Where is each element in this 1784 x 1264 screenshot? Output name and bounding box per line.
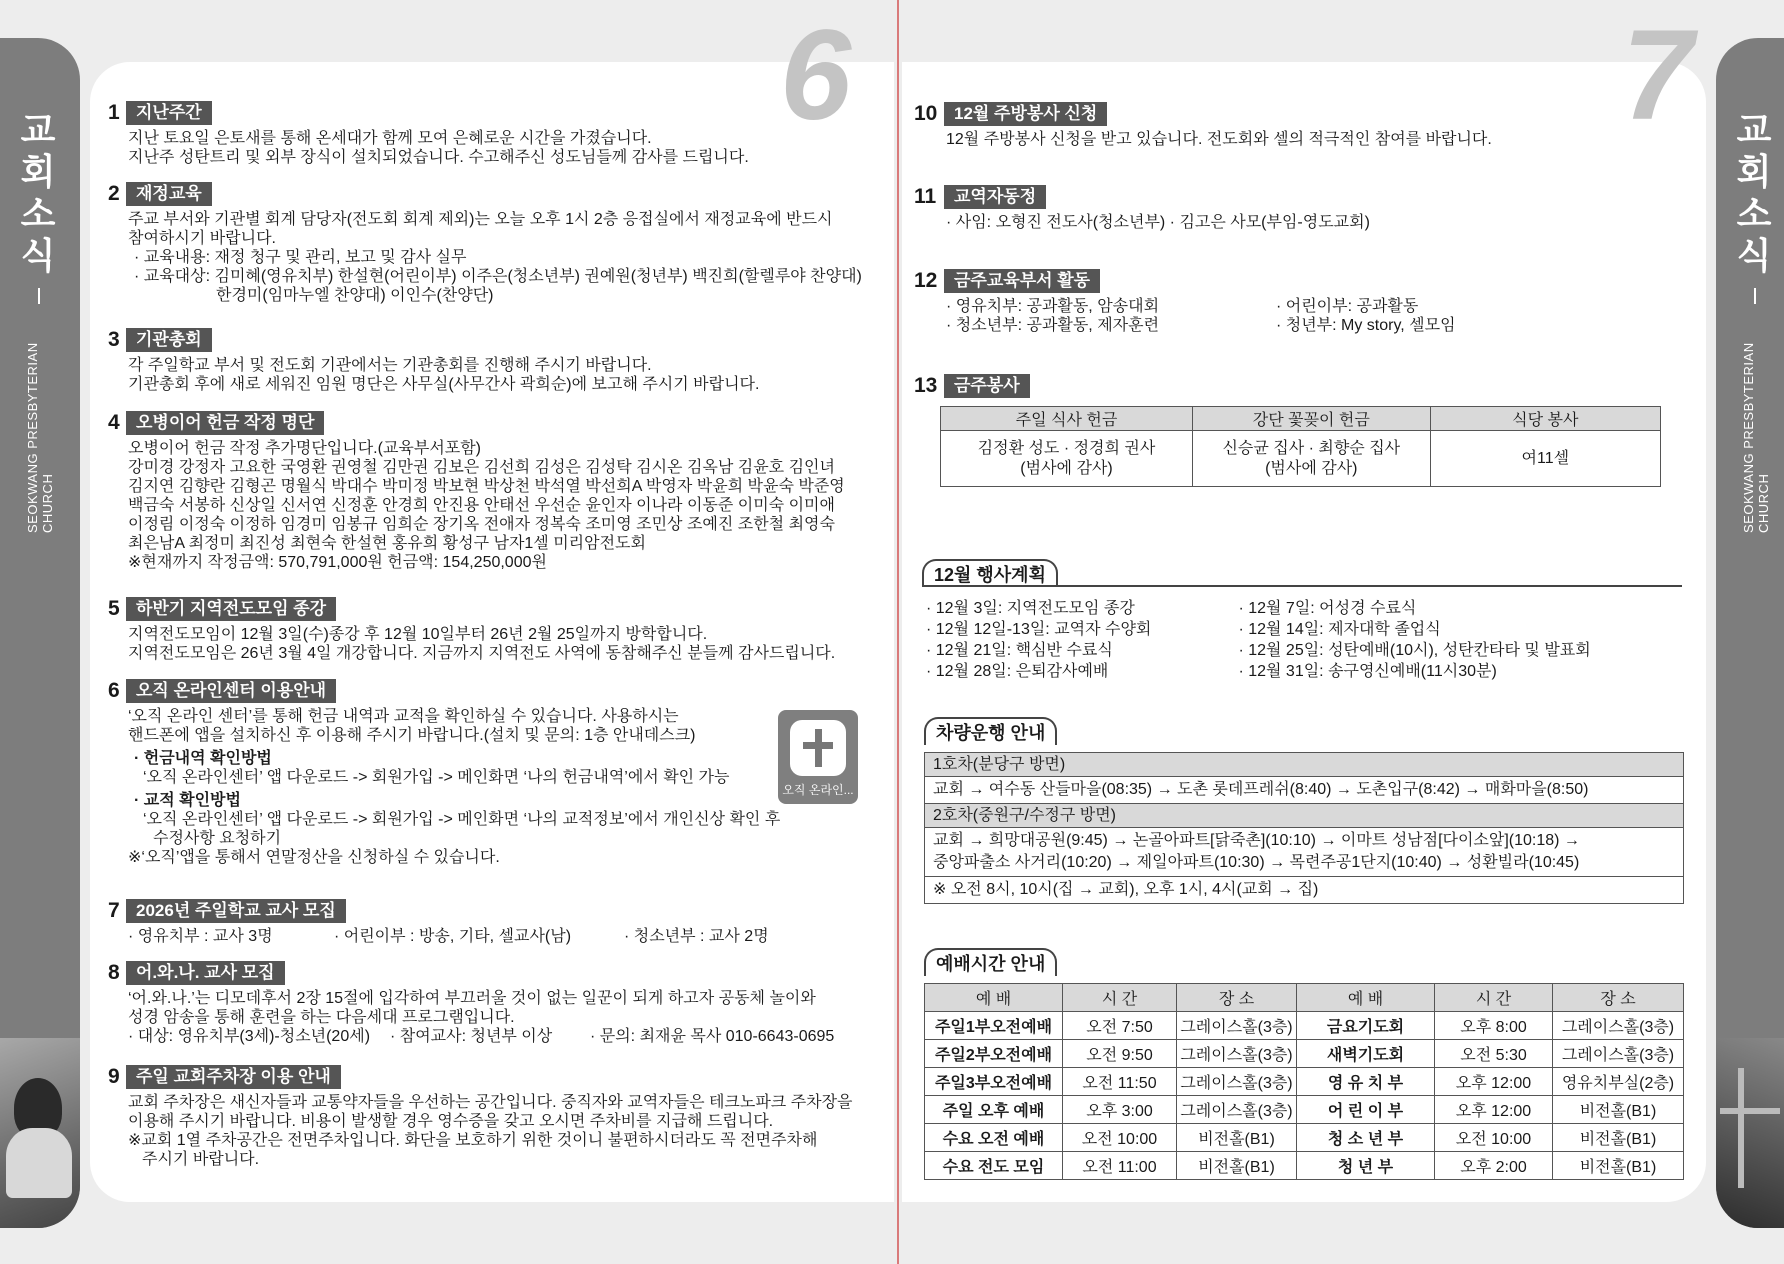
worship-header — [924, 946, 1684, 976]
section-number: 11 — [914, 185, 937, 208]
events-list — [926, 598, 1591, 682]
section-title: 금주교육부서 활동 — [944, 269, 1100, 293]
table-cell: 여11셀 — [1430, 431, 1660, 487]
bus-title: 차량운행 안내 — [924, 717, 1057, 745]
side-tab-divider — [38, 288, 40, 304]
side-tab-subtitle: SEOKWANG PRESBYTERIAN CHURCH — [1741, 342, 1771, 533]
bus-note: ※ 오전 8시, 10시(집 → 교회), 오후 1시, 4시(교회 → 집) — [933, 881, 1319, 898]
section-teacher-recruit — [108, 898, 769, 946]
text-line: · 사임: 오형진 전도사(청소년부) · 김고은 사모(부임-영도교회) — [946, 214, 1370, 231]
page-number-left: 6 — [780, 4, 852, 147]
event-item: · 12월 12일-13일: 교역자 수양회 — [926, 621, 1152, 638]
section-clergy-news — [914, 184, 1370, 232]
section-number: 9 — [108, 1065, 120, 1088]
name-line: 강미경 강정자 고요한 국영환 권영철 김만권 김보은 김선희 김성은 김성탁 김시온 김옥남 김윤호 김인녀 — [128, 459, 835, 476]
text-line: 이용해 주시기 바랍니다. 비용이 발생할 경우 영수증을 갖고 오시면 주차비를 지급해 드립니다. — [128, 1113, 774, 1130]
section-title: 주일 교회주차장 이용 안내 — [126, 1065, 341, 1089]
text-line: 수정사항 요청하기 — [153, 830, 282, 847]
event-item: · 12월 28일: 은퇴감사예배 — [926, 663, 1109, 680]
text-line: 성경 암송을 통해 훈련을 하는 다음세대 프로그램입니다. — [128, 1009, 515, 1026]
side-tab-title: 교 회 소 식 — [1736, 109, 1776, 276]
bus-route-title: 2호차(중원구/수정구 방면) — [925, 804, 1683, 828]
table-row: 주일2부오전예배 오전 9:50 그레이스홀(3층) 새벽기도회 오전 5:30 그레이스홀(3층) — [925, 1040, 1684, 1068]
note: ※‘오직’앱을 통해서 연말정산을 신청하실 수 있습니다. — [128, 849, 500, 866]
bus-route: 교회 → 희망대공원(9:45) → 논골아파트[닭죽촌](10:10) → 이마트 성남점[다이소앞](10:18) → 중앙파출소 사거리(10:20) → 제일아파트(10:30) → 목련주공1단지(10:40) → 성환빌라(10:45) — [925, 828, 1683, 877]
text-line: 지역전도모임은 26년 3월 4일 개강합니다. 지금까지 지역전도 사역에 동참해주신 분들께 감사드립니다. — [128, 645, 836, 662]
section-title: 2026년 주일학교 교사 모집 — [126, 899, 346, 923]
section-number: 2 — [108, 182, 120, 205]
section-number: 12 — [914, 269, 938, 292]
table-cell: 신승균 집사 · 최향순 집사 (범사에 감사) — [1193, 431, 1431, 487]
event-item: · 12월 14일: 제자대학 졸업식 — [1238, 621, 1441, 638]
section-pledge-list — [108, 410, 845, 572]
side-tab-left — [0, 38, 80, 1228]
side-tab-right — [1716, 38, 1784, 1228]
bus-route-title: 1호차(분당구 방면) — [925, 753, 1683, 777]
hands-photo — [0, 1038, 80, 1228]
text-line: 지난주 성탄트리 및 외부 장식이 설치되었습니다. 수고해주신 성도님들께 감사를 드립니다. — [128, 149, 749, 166]
section-number: 10 — [914, 102, 938, 125]
text-line: 각 주일학교 부서 및 전도회 기관에서는 기관총회를 진행해 주시기 바랍니다. — [128, 357, 652, 374]
section-title: 오병이어 헌금 작정 명단 — [126, 411, 324, 435]
activity-item: · 어린이부: 공과활동 — [1276, 298, 1419, 315]
weekly-service-table — [940, 406, 1661, 487]
text-line: 교회 주차장은 새신자들과 교통약자들을 우선하는 공간입니다. 중직자와 교역자들은 테크노파크 주차장을 — [128, 1094, 853, 1111]
section-title: 교역자동정 — [944, 185, 1046, 209]
online-center-app[interactable] — [778, 710, 858, 804]
text-line: 12월 주방봉사 신청을 받고 있습니다. 전도회와 셀의 적극적인 참여를 바랍니다. — [946, 131, 1492, 148]
section-finance-education — [108, 181, 862, 305]
recruit-item: · 청소년부 : 교사 2명 — [624, 928, 769, 945]
events-title: 12월 행사계획 — [922, 559, 1058, 587]
side-tab-divider — [1754, 288, 1756, 304]
bullet-item-continued: 한경미(임마누엘 찬양대) 이인수(찬양단) — [216, 287, 494, 304]
note: 주시기 바랍니다. — [142, 1151, 260, 1168]
table-row: 수요 전도 모임 오전 11:00 비전홀(B1) 청 년 부 오후 2:00 비전홀(B1) — [925, 1152, 1684, 1180]
text-line: 기관총회 후에 새로 세워진 임원 명단은 사무실(사무간사 곽희순)에 보고해 주시기 바랍니다. — [128, 376, 760, 393]
table-header: 식당 봉사 — [1430, 407, 1660, 431]
section-last-week — [108, 100, 749, 167]
section-title: 재정교육 — [126, 182, 212, 206]
text-line: ‘어.와.나.’는 디모데후서 2장 15절에 입각하여 부끄러울 것이 없는 일꾼이 되게 하고자 공동체 놀이와 — [128, 990, 816, 1007]
text-line: ‘오직 온라인 센터’를 통해 헌금 내역과 교적을 확인하실 수 있습니다. 사용하시는 — [128, 708, 679, 725]
section-number: 1 — [108, 101, 120, 124]
section-title: 기관총회 — [126, 328, 212, 352]
name-line: 김지연 김향란 김형곤 명월식 박대수 박미정 박보현 박상천 박석열 박선희A 박영자 박윤희 박윤숙 박준영 — [128, 478, 845, 495]
page-number-right: 7 — [1622, 4, 1694, 147]
text-line: ‘오직 온라인센터’ 앱 다운로드 -> 회원가입 -> 메인화면 ‘나의 교적정보’에서 개인신상 확인 후 — [143, 811, 781, 828]
worship-table — [924, 983, 1684, 1180]
sub-heading: · 헌금내역 확인방법 — [134, 750, 272, 767]
table-header-row: 예 배 시 간 장 소 예 배 시 간 장 소 — [925, 984, 1684, 1012]
section-number: 4 — [108, 411, 120, 434]
section-kitchen-service — [914, 101, 1492, 149]
activity-item: · 영유치부: 공과활동, 암송대회 — [946, 298, 1160, 315]
section-education-activities — [914, 268, 1456, 335]
bus-schedule — [924, 752, 1684, 904]
event-item: · 12월 21일: 핵심반 수료식 — [926, 642, 1113, 659]
text-line: 참여하시기 바랍니다. — [128, 230, 276, 247]
recruit-item: · 영유치부 : 교사 3명 — [128, 928, 273, 945]
app-cross-icon — [790, 720, 846, 776]
text-line: 지난 토요일 은토새를 통해 온세대가 함께 모여 은혜로운 시간을 가졌습니다. — [128, 130, 652, 147]
note: ※교회 1열 주차공간은 전면주차입니다. 화단을 보호하기 위한 것이니 불편하시더라도 꼭 전면주차해 — [128, 1132, 818, 1149]
name-line: 이정림 이정숙 이정하 임경미 임봉규 임희순 장기옥 전애자 정복숙 조미영 조민상 조예진 조한철 최영숙 — [128, 516, 835, 533]
section-number: 5 — [108, 597, 120, 620]
bus-header — [924, 715, 1684, 745]
page-split-line — [897, 0, 899, 1264]
section-title: 어.와.나. 교사 모집 — [126, 961, 285, 985]
info-item: · 참여교사: 청년부 이상 — [390, 1028, 553, 1045]
section-regional-meeting — [108, 596, 835, 663]
activity-item: · 청년부: My story, 셀모임 — [1276, 317, 1456, 334]
side-tab-subtitle: SEOKWANG PRESBYTERIAN CHURCH — [25, 342, 55, 533]
app-label: 오직 온라인... — [782, 783, 854, 797]
table-cell: 김정환 성도 · 정경희 권사 (범사에 감사) — [941, 431, 1193, 487]
table-header: 주일 식사 헌금 — [941, 407, 1193, 431]
text-line: 주교 부서와 기관별 회계 담당자(전도회 회계 제외)는 오늘 오후 1시 2층 응접실에서 재정교육에 반드시 — [128, 211, 833, 228]
info-item: · 문의: 최재윤 목사 010-6643-0695 — [590, 1028, 835, 1045]
side-tab-title: 교 회 소 식 — [20, 109, 60, 276]
table-row: 주일3부오전예배 오전 11:50 그레이스홀(3층) 영 유 치 부 오후 12:00 영유치부실(2층) — [925, 1068, 1684, 1096]
events-header — [922, 557, 1682, 587]
sub-heading: · 교적 확인방법 — [134, 792, 241, 809]
text-line: 핸드폰에 앱을 설치하신 후 이용해 주시기 바랍니다.(설치 및 문의: 1층 안내데스크) — [128, 727, 696, 744]
text-line: ‘오직 온라인센터’ 앱 다운로드 -> 회원가입 -> 메인화면 ‘나의 헌금내역’에서 확인 가능 — [143, 769, 730, 786]
section-title: 하반기 지역전도모임 종강 — [126, 597, 336, 621]
table-row: 수요 오전 예배 오전 10:00 비전홀(B1) 청 소 년 부 오전 10:00 비전홀(B1) — [925, 1124, 1684, 1152]
section-title: 오직 온라인센터 이용안내 — [126, 679, 336, 703]
section-number: 8 — [108, 961, 120, 984]
section-number: 6 — [108, 679, 120, 702]
section-number: 7 — [108, 899, 120, 922]
text-line: 오병이어 헌금 작정 추가명단입니다.(교육부서포함) — [128, 440, 482, 457]
event-item: · 12월 31일: 송구영신예배(11시30분) — [1238, 663, 1497, 680]
worship-title: 예배시간 안내 — [924, 948, 1057, 976]
section-online-center — [108, 678, 780, 867]
section-parking — [108, 1064, 853, 1169]
table-row: 주일1부오전예배 오전 7:50 그레이스홀(3층) 금요기도회 오후 8:00 그레이스홀(3층) — [925, 1012, 1684, 1040]
name-line: 최은남A 최정미 최진성 최현숙 한설현 홍유희 황성구 남자1셀 미리암전도회 — [128, 535, 646, 552]
section-title: 금주봉사 — [944, 374, 1030, 398]
info-item: · 대상: 영유치부(3세)-청소년(20세) — [128, 1028, 371, 1045]
section-general-assembly — [108, 327, 759, 394]
name-line: 백금숙 서봉하 신상일 신서연 신정훈 안경희 안진용 안태선 우선순 윤인자 이나라 이동준 이미숙 이미애 — [128, 497, 835, 514]
activity-item: · 청소년부: 공과활동, 제자훈련 — [946, 317, 1160, 334]
section-weekly-service — [914, 373, 1030, 402]
recruit-item: · 어린이부 : 방송, 기타, 셀교사(남) — [334, 928, 572, 945]
bus-route: 교회 → 여수동 산들마을(08:35) → 도촌 롯데프레쉬(8:40) → 도촌입구(8:42) → 매화마을(8:50) — [925, 777, 1683, 804]
event-item: · 12월 25일: 성탄예배(10시), 성탄칸타타 및 발표회 — [1238, 642, 1591, 659]
table-header: 강단 꽃꽂이 헌금 — [1193, 407, 1431, 431]
table-row: 주일 오후 예배 오후 3:00 그레이스홀(3층) 어 린 이 부 오후 12:00 비전홀(B1) — [925, 1096, 1684, 1124]
bullet-item: · 교육대상: 김미혜(영유치부) 한설현(어린이부) 이주은(청소년부) 권예원(청년부) 백진희(할렐루야 찬양대) — [134, 268, 862, 285]
pledge-amount: ※현재까지 작정금액: 570,791,000원 헌금액: 154,250,000원 — [128, 554, 547, 571]
section-title: 지난주간 — [126, 101, 212, 125]
event-item: · 12월 7일: 어성경 수료식 — [1238, 600, 1417, 617]
event-item: · 12월 3일: 지역전도모임 종강 — [926, 600, 1135, 617]
section-awana-recruit — [108, 960, 834, 1046]
cross-photo — [1716, 1038, 1784, 1228]
section-number: 3 — [108, 328, 120, 351]
bullet-item: · 교육내용: 재정 청구 및 관리, 보고 및 감사 실무 — [134, 249, 467, 266]
section-number: 13 — [914, 374, 938, 397]
section-title: 12월 주방봉사 신청 — [944, 102, 1107, 126]
text-line: 지역전도모임이 12월 3일(수)종강 후 12월 10일부터 26년 2월 25일까지 방학합니다. — [128, 626, 708, 643]
